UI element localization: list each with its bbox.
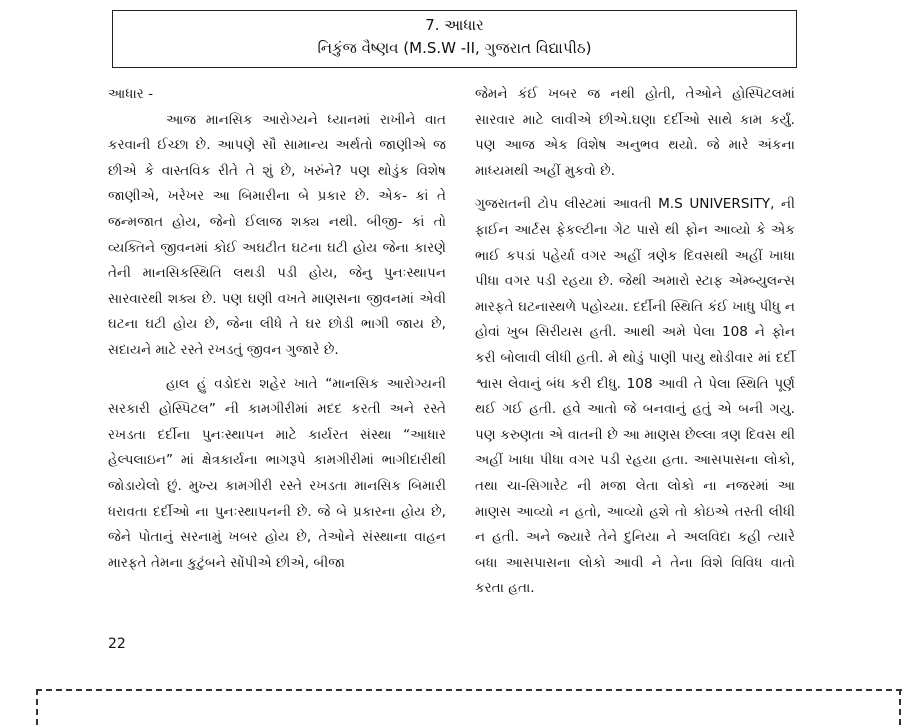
paragraph-incident: ગુજરાતની ટોપ લીસ્ટમાં આવતી M.S UNIVERSITY, ની ફાઈન આર્ટસ ફેકલ્ટીના ગેટ પાસે થી ફોન આવ્યો કે એક ભાઈ કપડાં પહેર્યા વગર અહીં ત્રણેક દિવસથી અહીં ખાધા પીધા વગર પડી રહયા છે. જેથી અમારો સ્ટાફ એમ્બ્યુલન્સ મારફતે ઘટનાસ્થળે પહોચ્યા. દર્દીની સ્થિતિ કંઈ ખાધુ પીધુ ન હોવાં ખુબ સિરીયસ હતી. આથી અમે પેલા 108 ને ફોન કરી બોલાવી લીધી હતી. મે થોડું પાણી પાયુ થોડીવાર માં દર્દી શ્વાસ લેવાનું બંધ કરી દીધુ. 108 આવી તે પેલા સ્થિતિ પૂર્ણ થઈ ગઈ હતી. હવે આતો જે બનવાનું હતું એ બની ગયુ. પણ કરુણતા એ વાતની છે આ માણસ છેલ્લા ત્રણ દિવસ થી અહીં ખાધા પીધા વગર પડી રહયા હતા. આસપાસના લોકો, તથા ચા-સિગારેટ ની મજા લેતા લોકો ના નજરમાં આ માણસ આવ્યો ન હતો, આવ્યો હશે તો કોઇએ તસ્તી લીધી ન હતી. અને જ્યારે તેને દુનિયા ને અલવિદા કહી ત્યારે બધા આસપાસના લોકો આવી ને તેના વિશે વિવિધ વાતો કરતા હતા.	[475, 196, 795, 597]
page-border-bottom	[36, 689, 902, 691]
page-border-right	[899, 689, 901, 725]
article-title: 7. આધાર	[425, 16, 484, 34]
left-column	[108, 82, 446, 576]
right-column	[475, 82, 795, 602]
article-author: નિકુંજ વૈષ્ણવ (M.S.W -II, ગુજરાત વિદ્યાપીઠ)	[317, 39, 592, 57]
page-border-left	[36, 689, 38, 725]
paragraph-work: હાલ હું વડોદરા શહેર ખાતે “માનસિક આરોગ્યની સરકારી હોસ્પિટલ” ની કામગીરીમાં મદદ કરતી અને રસ્તે રખડતા દર્દીના પુનઃસ્થાપન માટે કાર્યરત સંસ્થા “આધાર હેલ્પલાઇન” માં ક્ષેત્રકાર્યના ભાગરૂપે કામગીરીમાં ભાગીદારીથી જોડાયેલો છું. મુખ્ય કામગીરી રસ્તે રખડતા માનસિક બિમારી ધરાવતા દર્દીઓ ના પુનઃસ્થાપનની છે. જે બે પ્રકારના હોય છે, જેને પોતાનું સરનામું ખબર હોય છે, તેઓને સંસ્થાના વાહન મારફતે તેમના કુટુંબને સોંપીએ છીએ, બીજા	[108, 375, 446, 571]
article-header-box	[112, 10, 797, 68]
page-number: 22	[108, 636, 126, 652]
paragraph-continuation: જેમને કંઈ ખબર જ નથી હોતી, તેઓને હોસ્પિટલમાં સારવાર માટે લાવીએ છીએ.ઘણા દર્દીઓ સાથે કામ કર્યું. પણ આજ એક વિશેષ અનુભવ થયો. જે મારે અંકના માધ્યમથી અહીં મુકવો છે.	[475, 86, 795, 179]
section-heading: આધાર -	[108, 86, 154, 102]
paragraph-intro: આજ માનસિક આરોગ્યને ધ્યાનમાં રાખીને વાત કરવાની ઈચ્છા છે. આપણે સૌ સામાન્ય અર્થતો જાણીએ જ છીએ કે વાસ્તવિક રીતે તે શું છે, ખરુંને? પણ થોડુંક વિશેષ જાણીએ, ખરેખર આ બિમારીના બે પ્રકાર છે. એક- કાં તે જન્મજાત હોય, જેનો ઈલાજ શક્ય નથી. બીજી- કાં તો વ્યક્તિને જીવનમાં કોઈ અઘટીત ઘટના ઘટી હોય જેના કારણે તેની માનસિકસ્થિતિ લથડી પડી હોય, જેનુ પુનઃસ્થાપન સારવારથી શક્ય છે. પણ ઘણી વખતે માણસના જીવનમાં એવી ઘટના ઘટી હોય છે, જેના લીધે તે ઘર છોડી ભાગી જાય છે, સદાયને માટે રસ્તે રખડતું જીવન ગુજારે છે.	[108, 111, 446, 358]
